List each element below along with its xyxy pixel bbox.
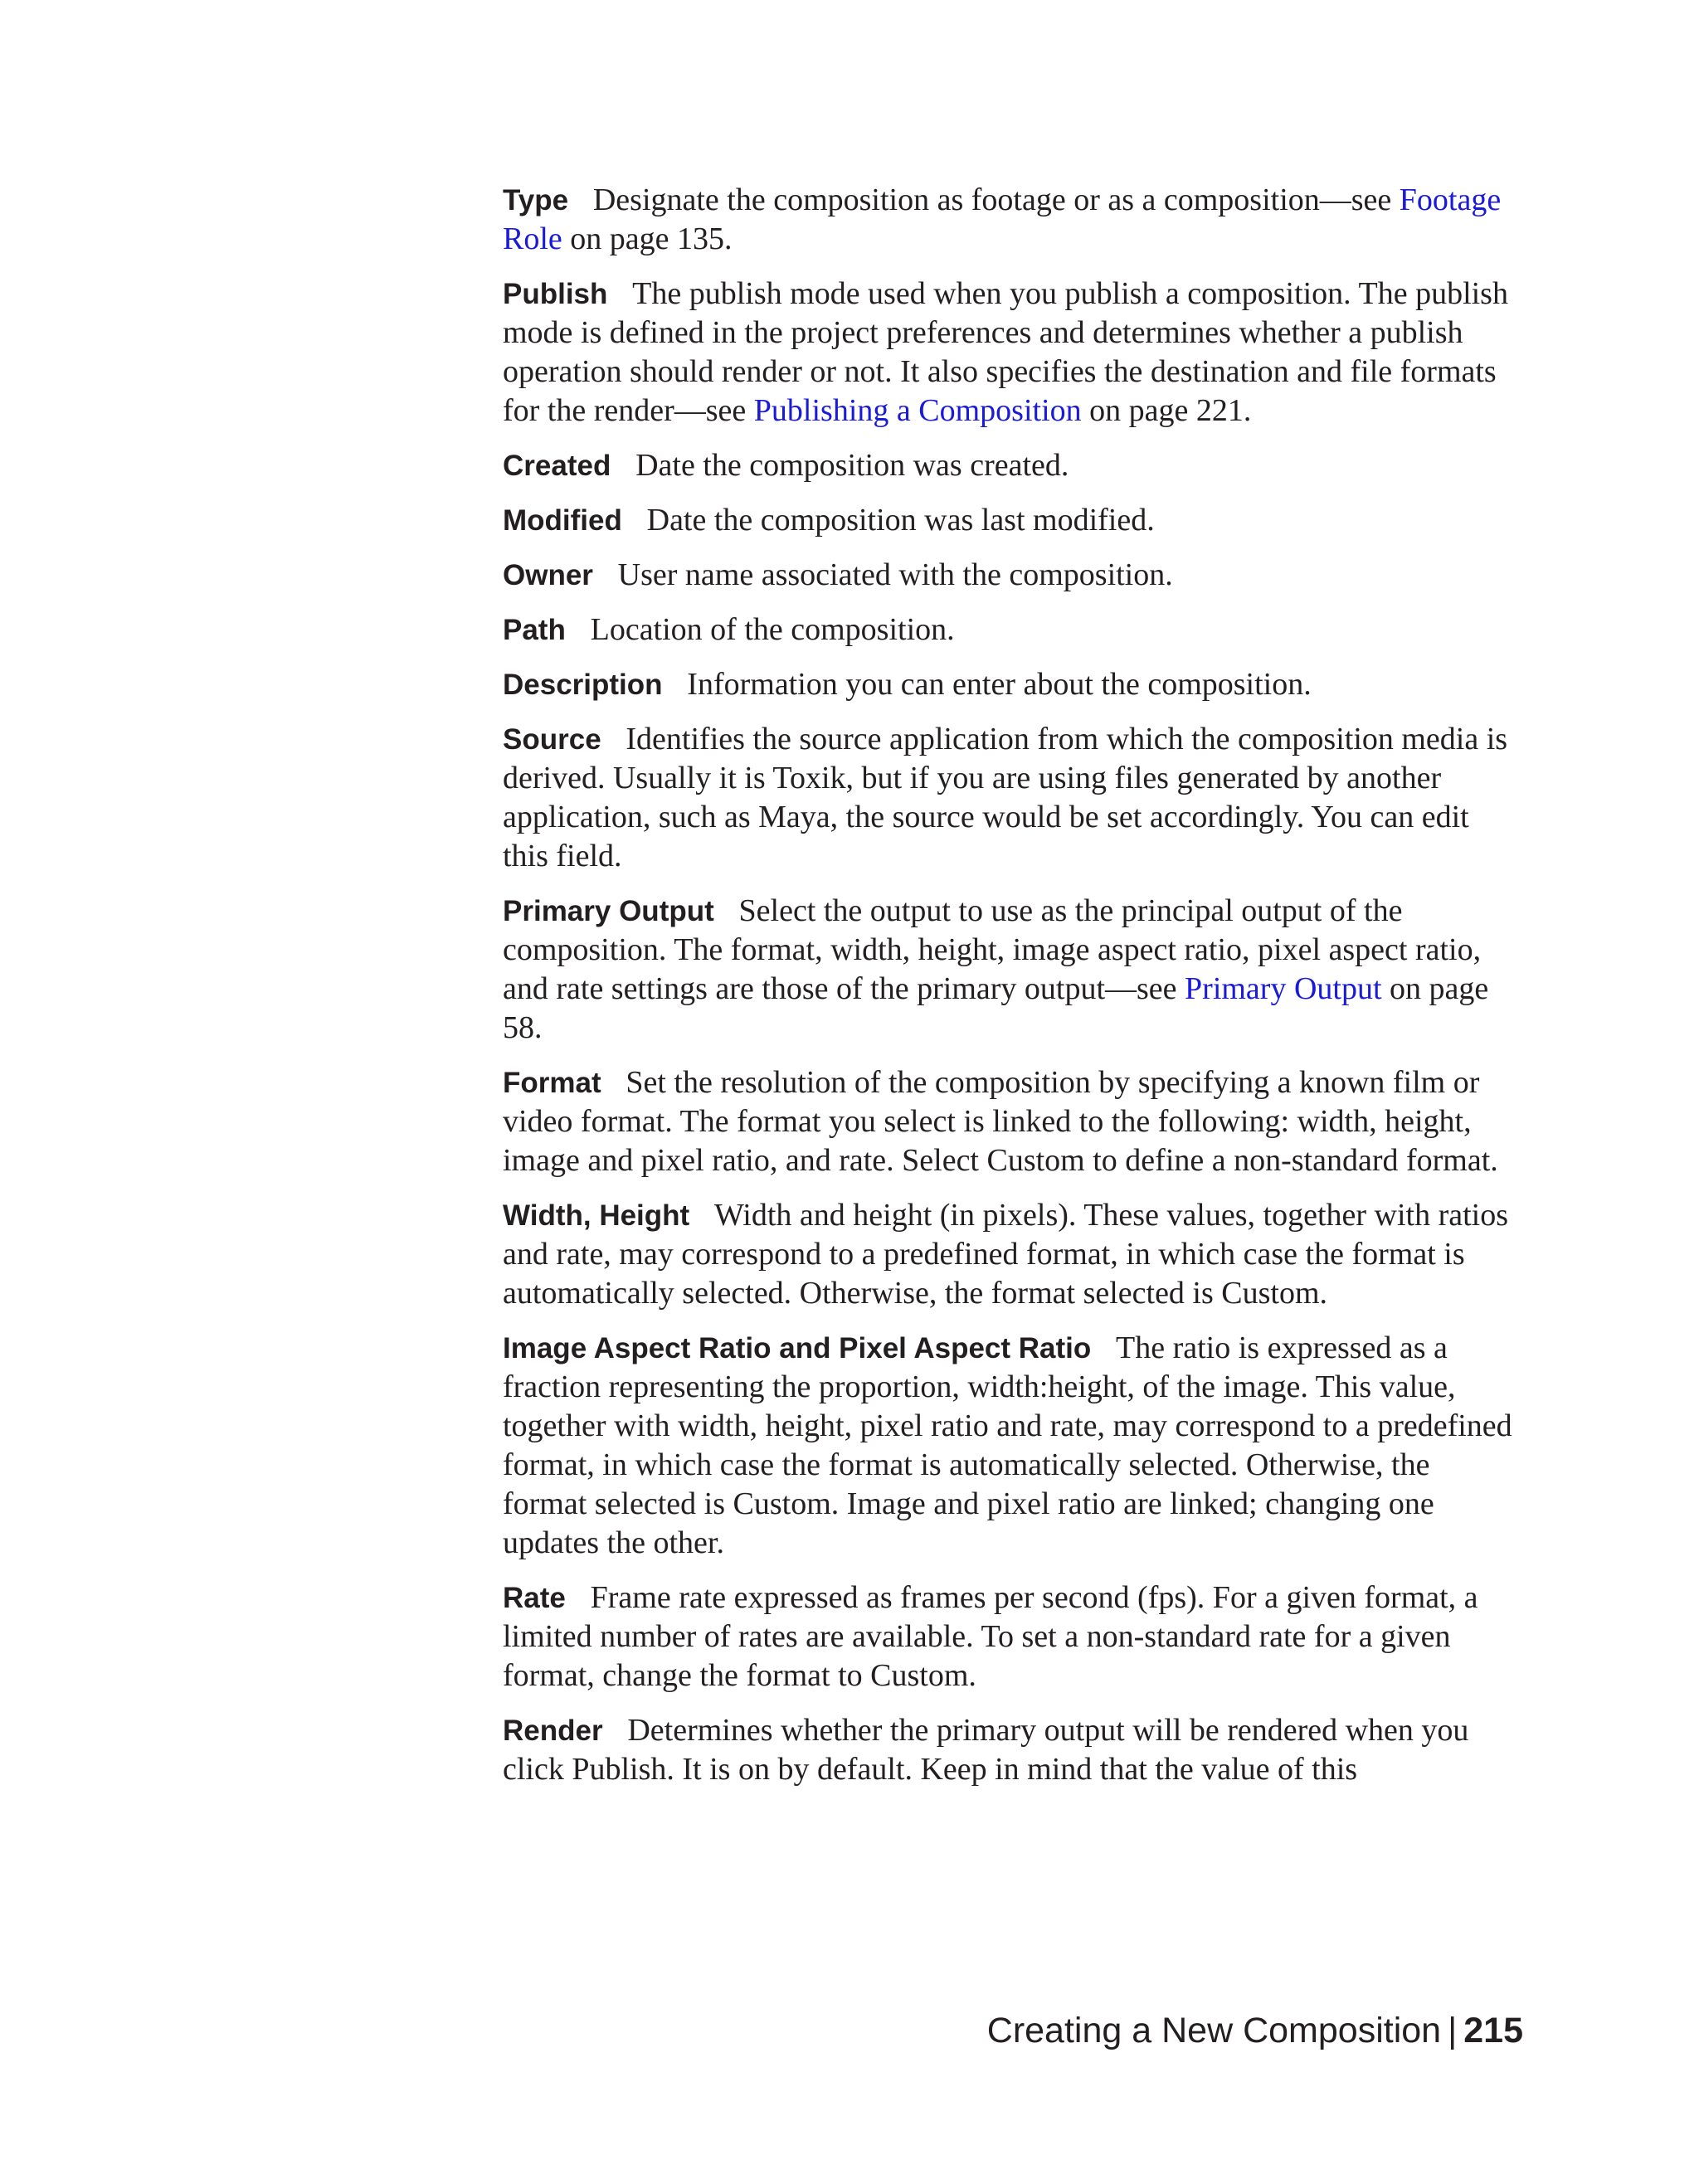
definition-term: Width, Height: [503, 1199, 690, 1232]
definition-entry: [503, 181, 1521, 259]
definition-entry: [503, 892, 1521, 1048]
definition-text: Date the composition was created.: [635, 448, 1069, 483]
footer-separator: |: [1448, 2011, 1458, 2050]
footer-section-title: Creating a New Composition: [986, 2011, 1442, 2050]
definition-term: Publish: [503, 278, 608, 310]
definition-text: The publish mode used when you publish a composition. The publish mode is defined in the project preferences and determines whether a publish operation should render or not. It also specifies the destination and file formats for the render—see: [503, 276, 1508, 428]
definition-text: The ratio is expressed as a fraction representing the proportion, width:height, of the image. This value, together with width, height, pixel ratio and rate, may correspond to a predefined format, in which case the format is automatically selected. Otherwise, the format selected is Custom. Image and pixel ratio are linked; changing one updates the other.: [503, 1330, 1512, 1560]
page-footer: [987, 2011, 1523, 2051]
definition-text: Identifies the source application from which the composition media is derived. Usually it is Toxik, but if you are using files generated by another application, such as Maya, the source would be set accordingly. You can edit this field.: [503, 722, 1508, 873]
definition-entry: [503, 1711, 1521, 1789]
definition-term: Primary Output: [503, 895, 714, 927]
definition-text: Determines whether the primary output will be rendered when you click Publish. It is on by default. Keep in mind that the value of this: [503, 1713, 1469, 1787]
definition-text: Set the resolution of the composition by specifying a known film or video format. The format you select is linked to the following: width, height, image and pixel ratio, and rate. Select Custom to define a non-standard format.: [503, 1065, 1498, 1178]
definition-text: on page 58.: [503, 971, 1489, 1045]
definition-list: [503, 181, 1521, 1805]
definition-text: Location of the composition.: [590, 612, 955, 647]
definition-entry: [503, 556, 1521, 595]
definition-entry: [503, 610, 1521, 649]
definition-term: Modified: [503, 504, 622, 537]
definition-term: Format: [503, 1067, 601, 1099]
definition-term: Image Aspect Ratio and Pixel Aspect Ratio: [503, 1332, 1092, 1364]
definition-text: Date the composition was last modified.: [646, 503, 1155, 537]
definition-term: Rate: [503, 1582, 566, 1614]
definition-term: Source: [503, 723, 601, 756]
definition-text: Information you can enter about the composition.: [687, 667, 1312, 702]
definition-entry: [503, 275, 1521, 430]
definition-text: Designate the composition as footage or as a composition—see: [592, 182, 1400, 217]
definition-term: Render: [503, 1715, 603, 1747]
definition-entry: [503, 446, 1521, 485]
definition-entry: [503, 665, 1521, 704]
definition-entry: [503, 720, 1521, 876]
cross-reference-link[interactable]: Primary Output: [1185, 971, 1382, 1006]
definition-text: on page 221.: [1081, 393, 1252, 428]
definition-entry: [503, 1329, 1521, 1563]
definition-text: Width and height (in pixels). These values, together with ratios and rate, may correspond to a predefined format, in which case the format is automatically selected. Otherwise, the format selected is Custom.: [503, 1198, 1509, 1311]
definition-entry: [503, 1196, 1521, 1313]
definition-text: Select the output to use as the principal output of the composition. The format, width, height, image aspect ratio, pixel aspect ratio, and rate settings are those of the primary output—see: [503, 893, 1482, 1006]
definition-entry: [503, 1063, 1521, 1180]
definition-entry: [503, 1578, 1521, 1695]
definition-term: Path: [503, 614, 566, 646]
definition-text: Frame rate expressed as frames per second (fps). For a given format, a limited number of rates are available. To set a non-standard rate for a given format, change the format to Custom.: [503, 1580, 1478, 1693]
cross-reference-link[interactable]: Publishing a Composition: [753, 393, 1082, 428]
page-number: 215: [1463, 2011, 1523, 2050]
cross-reference-link[interactable]: Footage Role: [503, 182, 1502, 256]
definition-term: Created: [503, 450, 611, 482]
definition-term: Owner: [503, 559, 593, 591]
definition-term: Type: [503, 184, 569, 216]
definition-text: on page 135.: [562, 221, 733, 256]
definition-entry: [503, 501, 1521, 540]
definition-term: Description: [503, 669, 663, 701]
definition-text: User name associated with the composition.: [617, 557, 1173, 592]
